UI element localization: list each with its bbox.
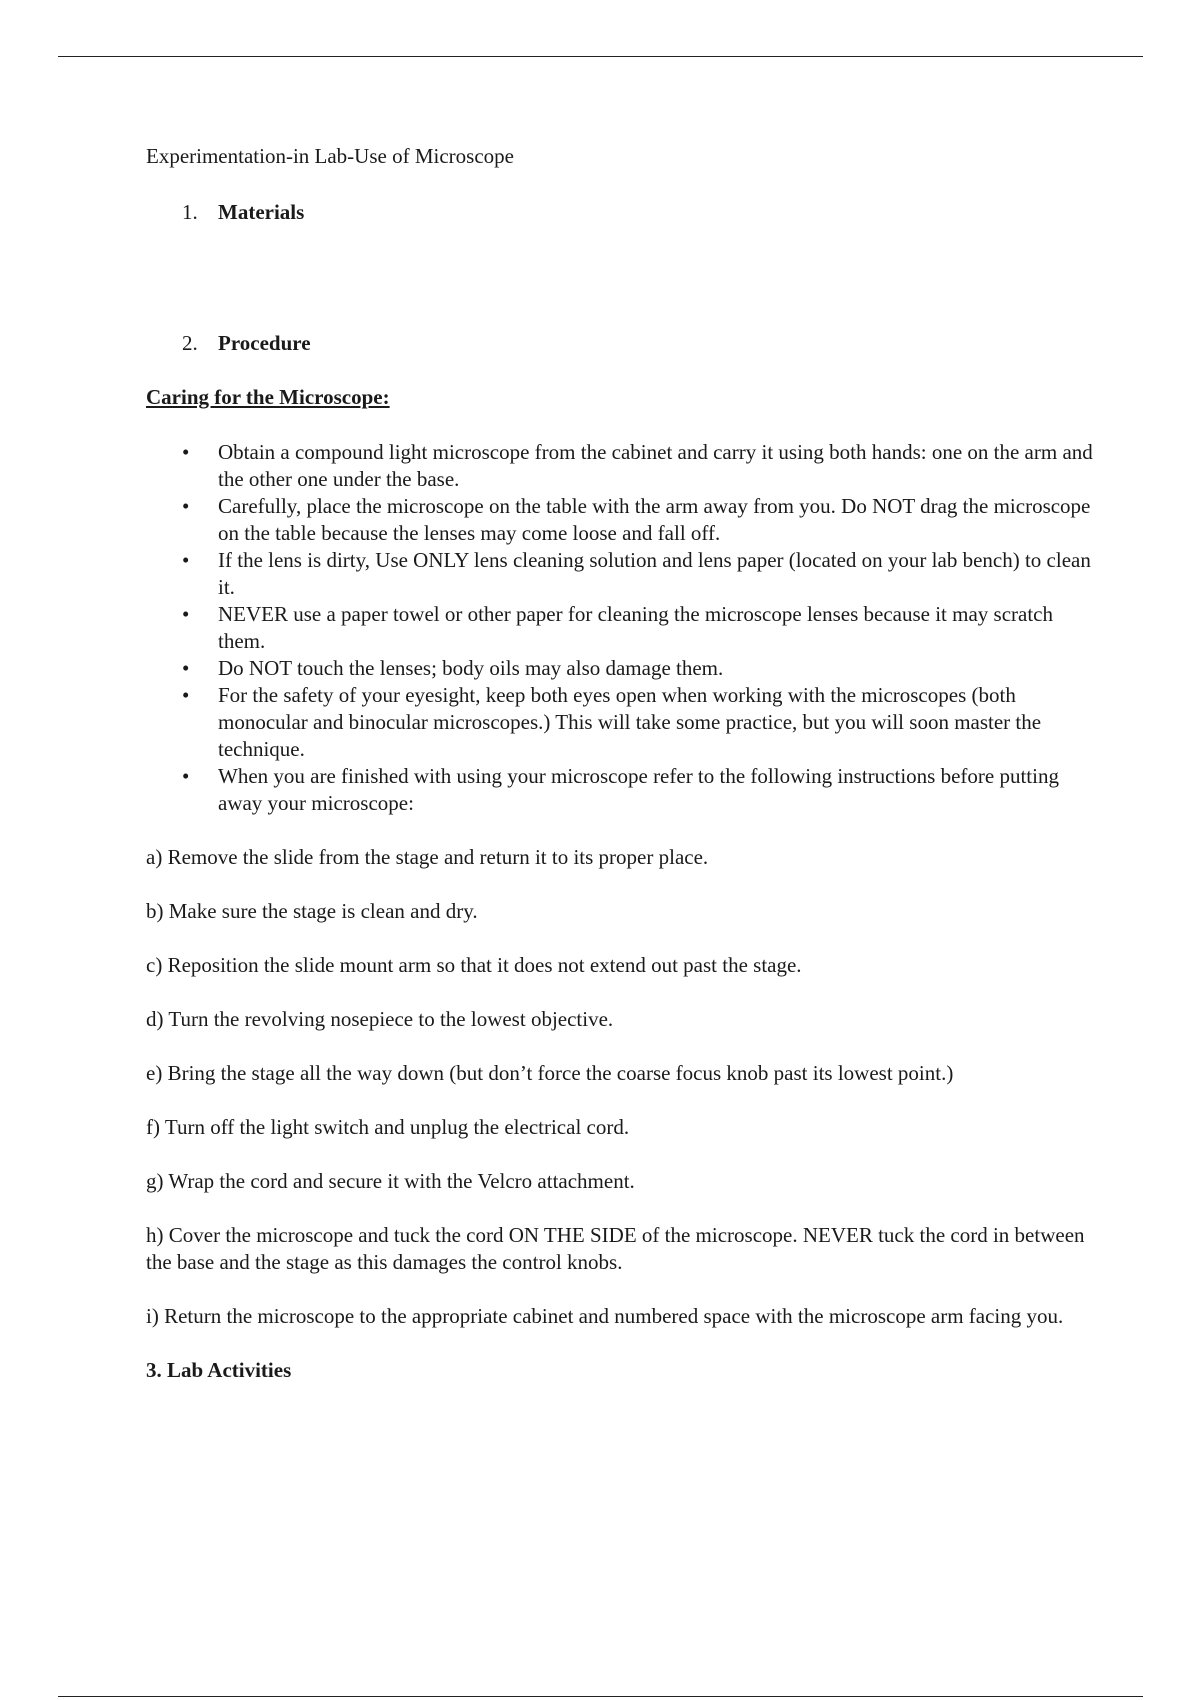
step-a: a) Remove the slide from the stage and return it to its proper place. [146, 845, 709, 869]
footer-rule [58, 1696, 1143, 1697]
step-f: f) Turn off the light switch and unplug the electrical cord. [146, 1115, 630, 1139]
list-item [146, 682, 1096, 763]
list-item-text: Carefully, place the microscope on the table with the arm away from you. Do NOT drag the microscope on the table because the lenses may come loose and fall off. [218, 494, 1091, 545]
list-item-text: NEVER use a paper towel or other paper for cleaning the microscope lenses because it may scratch them. [218, 602, 1054, 653]
list-item-text: For the safety of your eyesight, keep both eyes open when working with the microscopes (both monocular and binocular microscopes.) This will take some practice, but you will soon master the technique. [218, 683, 1042, 761]
step-e: e) Bring the stage all the way down (but don’t force the coarse focus knob past its lowest point.) [146, 1061, 954, 1085]
step-d: d) Turn the revolving nosepiece to the lowest objective. [146, 1007, 614, 1031]
lab-activities-heading: 3. Lab Activities [146, 1358, 292, 1382]
bullet-icon: • [182, 656, 190, 680]
list-item [146, 655, 1096, 682]
section-heading-materials [146, 199, 1096, 226]
section-heading-text: Materials [218, 200, 305, 224]
caring-section-title: Caring for the Microscope: [146, 385, 390, 409]
list-item-text: If the lens is dirty, Use ONLY lens cleaning solution and lens paper (located on your lab bench) to clean it. [218, 548, 1091, 599]
bullet-icon: • [182, 764, 190, 788]
bullet-icon: • [182, 602, 190, 626]
step-c: c) Reposition the slide mount arm so that it does not extend out past the stage. [146, 953, 802, 977]
bullet-icon: • [182, 440, 190, 464]
step-i: i) Return the microscope to the appropriate cabinet and numbered space with the microscope arm facing you. [146, 1304, 1064, 1328]
step-b: b) Make sure the stage is clean and dry. [146, 899, 478, 923]
section-number: 1. [182, 200, 198, 224]
document-page [146, 143, 1096, 1384]
list-item [146, 601, 1096, 655]
list-item-text: When you are finished with using your microscope refer to the following instructions before putting away your microscope: [218, 764, 1059, 815]
section-number: 2. [182, 331, 198, 355]
list-item [146, 439, 1096, 493]
putting-away-steps [146, 844, 1096, 1330]
section-heading-text: Procedure [218, 331, 311, 355]
list-item-text: Obtain a compound light microscope from the cabinet and carry it using both hands: one on the arm and the other one under the base. [218, 440, 1093, 491]
list-item [146, 547, 1096, 601]
bullet-icon: • [182, 683, 190, 707]
document-title: Experimentation-in Lab-Use of Microscope [146, 144, 514, 168]
section-heading-procedure [146, 330, 1096, 357]
bullet-icon: • [182, 494, 190, 518]
list-item [146, 763, 1096, 817]
header-rule [58, 56, 1143, 57]
step-g: g) Wrap the cord and secure it with the Velcro attachment. [146, 1169, 635, 1193]
bullet-icon: • [182, 548, 190, 572]
list-item [146, 493, 1096, 547]
step-h: h) Cover the microscope and tuck the cord ON THE SIDE of the microscope. NEVER tuck the cord in between the base and the stage as this damages the control knobs. [146, 1223, 1085, 1274]
caring-bullet-list [146, 439, 1096, 817]
list-item-text: Do NOT touch the lenses; body oils may also damage them. [218, 656, 724, 680]
